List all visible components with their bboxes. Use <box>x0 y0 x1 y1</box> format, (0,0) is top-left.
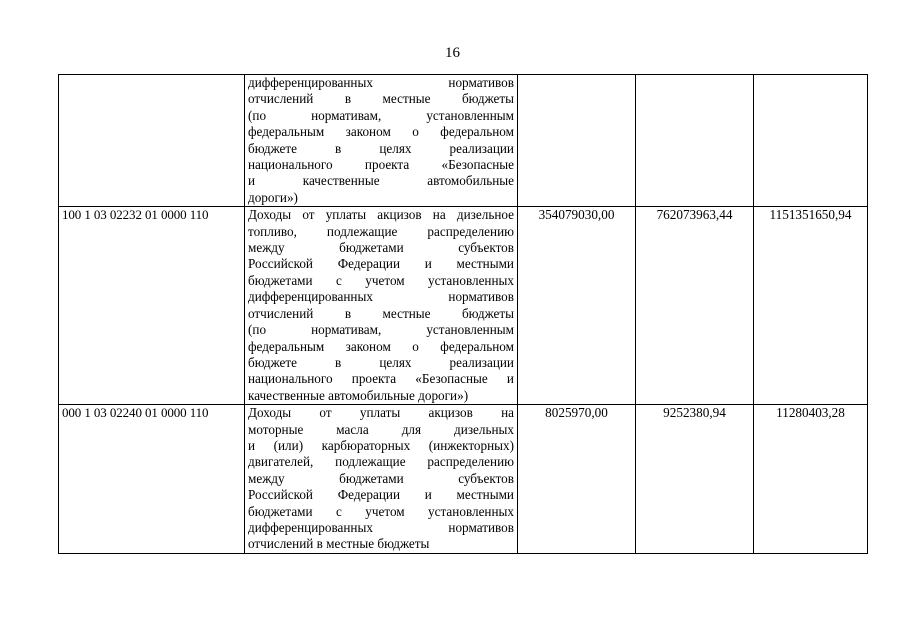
text-line: дифференцированных нормативов <box>248 289 514 305</box>
text-line: бюджете в целях реализации <box>248 354 514 370</box>
amount-cell-3 <box>754 75 868 207</box>
text-line: Российской Федерации и местными <box>248 487 514 503</box>
amount-cell-1 <box>518 75 636 207</box>
amount-cell-2 <box>636 75 754 207</box>
income-code-cell: 000 1 03 02240 01 0000 110 <box>59 405 245 554</box>
amount-cell-2: 762073963,44 <box>636 207 754 405</box>
income-code-cell: 100 1 03 02232 01 0000 110 <box>59 207 245 405</box>
page-number: 16 <box>445 45 460 61</box>
text-line: отчислений в местные бюджеты <box>248 536 430 552</box>
amount-cell-3: 1151351650,94 <box>754 207 868 405</box>
text-line: национального проекта «Безопасные <box>248 157 514 173</box>
text-line: дифференцированных нормативов <box>248 75 514 90</box>
text-line: Доходы от уплаты акцизов на <box>248 405 514 421</box>
revenue-table <box>58 74 868 554</box>
text-line: дифференцированных нормативов <box>248 519 514 535</box>
text-line: Доходы от уплаты акцизов на дизельное <box>248 207 514 223</box>
text-line: (по нормативам, установленным <box>248 107 514 123</box>
text-line: бюджетами с учетом установленных <box>248 272 514 288</box>
amount-cell-1: 354079030,00 <box>518 207 636 405</box>
text-line: топливо, подлежащие распределению <box>248 223 514 239</box>
text-line: отчислений в местные бюджеты <box>248 91 514 107</box>
text-line: федеральным законом о федеральном <box>248 338 514 354</box>
text-line: двигателей, подлежащие распределению <box>248 454 514 470</box>
text-line: отчислений в местные бюджеты <box>248 305 514 321</box>
text-line: дороги») <box>248 189 298 205</box>
text-line: между бюджетами субъектов <box>248 240 514 256</box>
table-row <box>59 405 868 554</box>
text-line: Российской Федерации и местными <box>248 256 514 272</box>
table-row <box>59 75 868 207</box>
text-line: и (или) карбюраторных (инжекторных) <box>248 437 514 453</box>
income-name-cell <box>245 207 518 405</box>
text-line: национального проекта «Безопасные и <box>248 371 514 387</box>
text-line: моторные масла для дизельных <box>248 421 514 437</box>
text-line: бюджете в целях реализации <box>248 140 514 156</box>
income-name-cell <box>245 75 518 207</box>
amount-cell-2: 9252380,94 <box>636 405 754 554</box>
text-line: и качественные автомобильные <box>248 173 514 189</box>
text-line: бюджетами с учетом установленных <box>248 503 514 519</box>
table-row <box>59 207 868 405</box>
income-name-cell <box>245 405 518 554</box>
text-line: качественные автомобильные дороги») <box>248 387 469 403</box>
text-line: (по нормативам, установленным <box>248 322 514 338</box>
amount-cell-3: 11280403,28 <box>754 405 868 554</box>
amount-cell-1: 8025970,00 <box>518 405 636 554</box>
text-line: федеральным законом о федеральном <box>248 124 514 140</box>
income-code-cell <box>59 75 245 207</box>
text-line: между бюджетами субъектов <box>248 470 514 486</box>
